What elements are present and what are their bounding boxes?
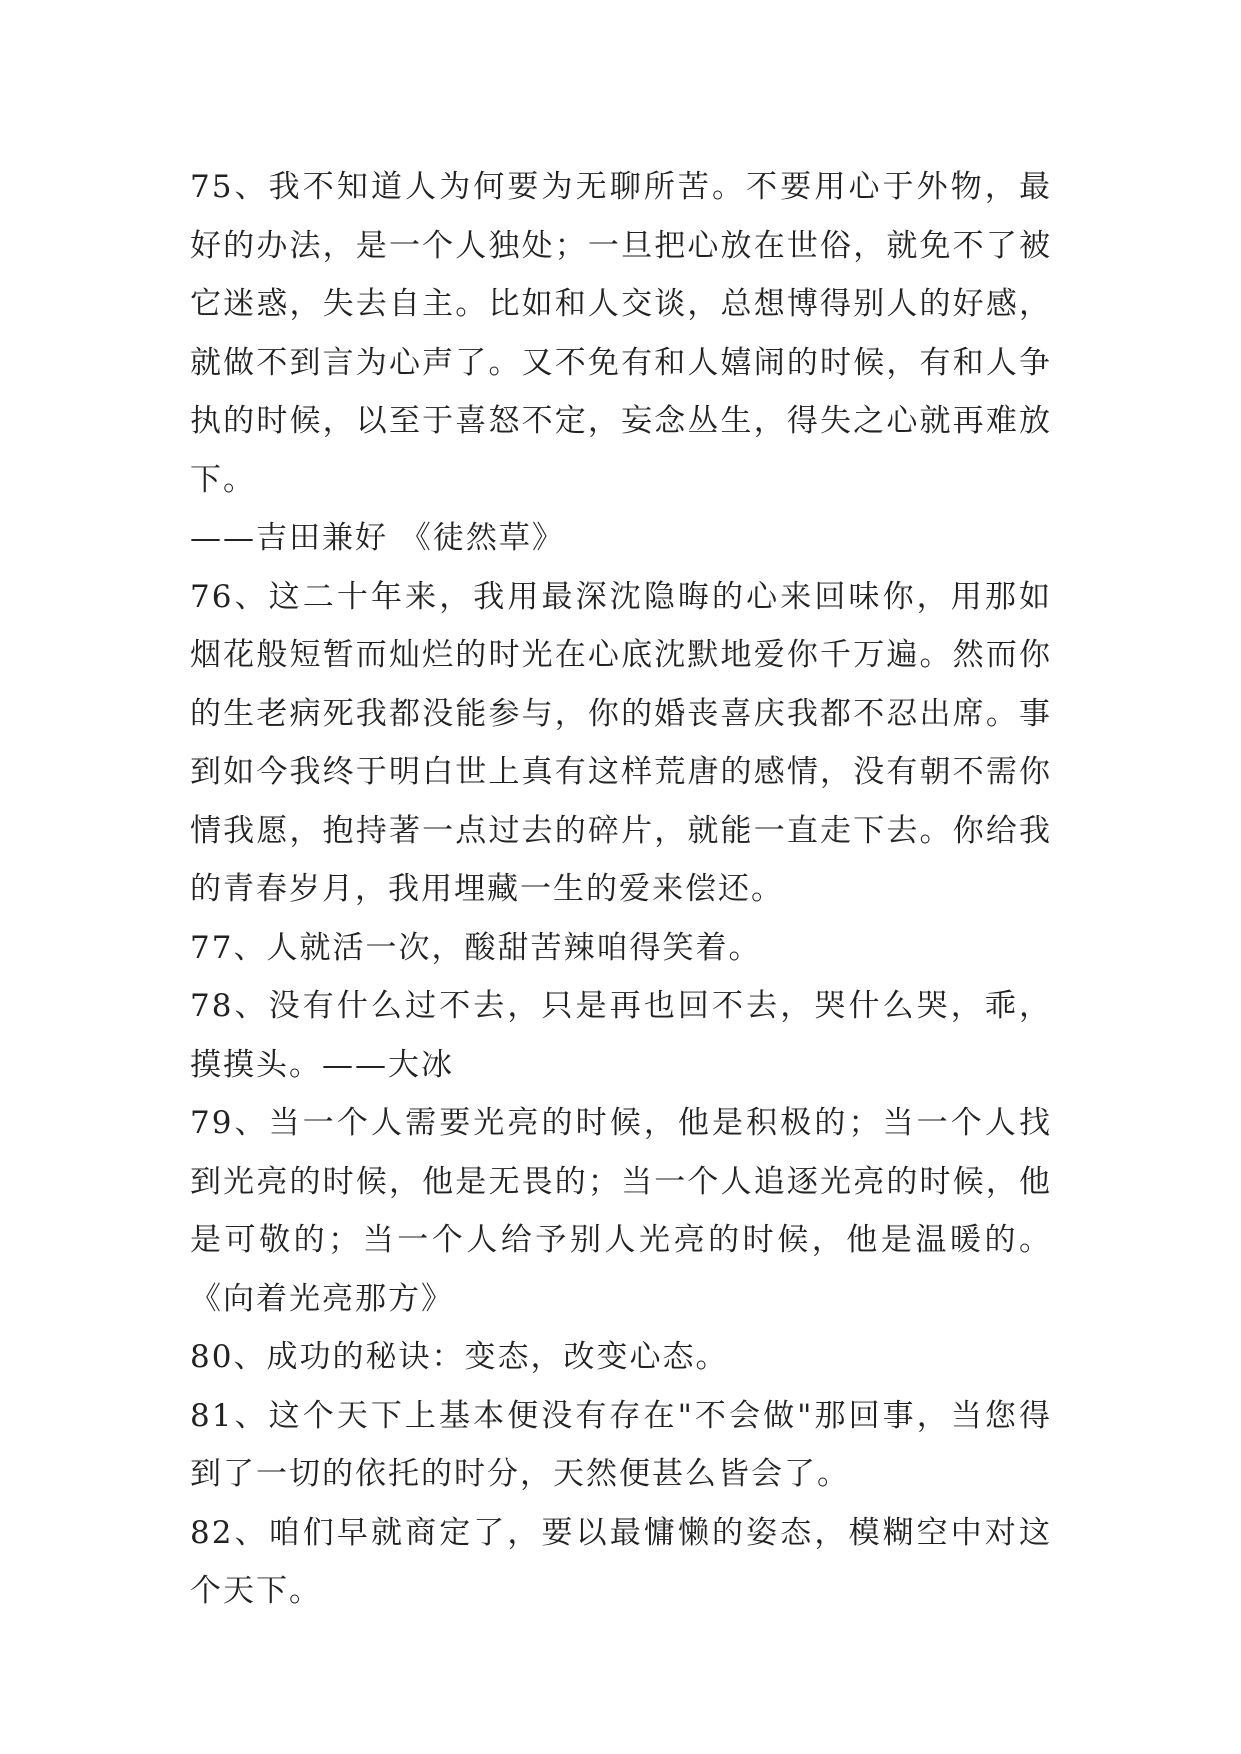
entry-76: 76、这二十年来，我用最深沈隐晦的心来回味你，用那如烟花般短暂而灿烂的时光在心底沈默地爱你千万遍。然而你的生老病死我都没能参与，你的婚丧喜庆我都不忍出席。事到如今我终于明白世上真有这样荒唐的感情，没有朝不需你情我愿，抱持著一点过去的碎片，就能一直走下去。你给我的青春岁月，我用埋藏一生的爱来偿还。 — [190, 578, 1052, 907]
entry-79: 79、当一个人需要光亮的时候，他是积极的；当一个人找到光亮的时候，他是无畏的；当一个人追逐光亮的时候，他是可敬的；当一个人给予别人光亮的时候，他是温暖的。《向着光亮那方》 — [190, 1105, 1052, 1317]
entry-78: 78、没有什么过不去，只是再也回不去，哭什么哭，乖，摸摸头。——大冰 — [190, 988, 1052, 1083]
document-body — [190, 158, 1052, 1621]
entry-81: 81、这个天下上基本便没有存在"不会做"那回事，当您得到了一切的依托的时分，天然便甚么皆会了。 — [190, 1397, 1052, 1492]
entry-77: 77、人就活一次，酸甜苦辣咱得笑着。 — [190, 929, 762, 966]
entry-75-attribution: ——吉田兼好 《徒然草》 — [190, 520, 565, 556]
entry-80: 80、成功的秘诀：变态，改变心态。 — [190, 1339, 729, 1375]
entry-82: 82、咱们早就商定了，要以最慵懒的姿态，模糊空中对这个天下。 — [190, 1514, 1052, 1609]
entry-75: 75、我不知道人为何要为无聊所苦。不要用心于外物，最好的办法，是一个人独处；一旦把心放在世俗，就免不了被它迷惑，失去自主。比如和人交谈，总想博得别人的好感，就做不到言为心声了。又不免有和人嬉闹的时候，有和人争执的时候，以至于喜怒不定，妄念丛生，得失之心就再难放下。 — [190, 169, 1052, 498]
